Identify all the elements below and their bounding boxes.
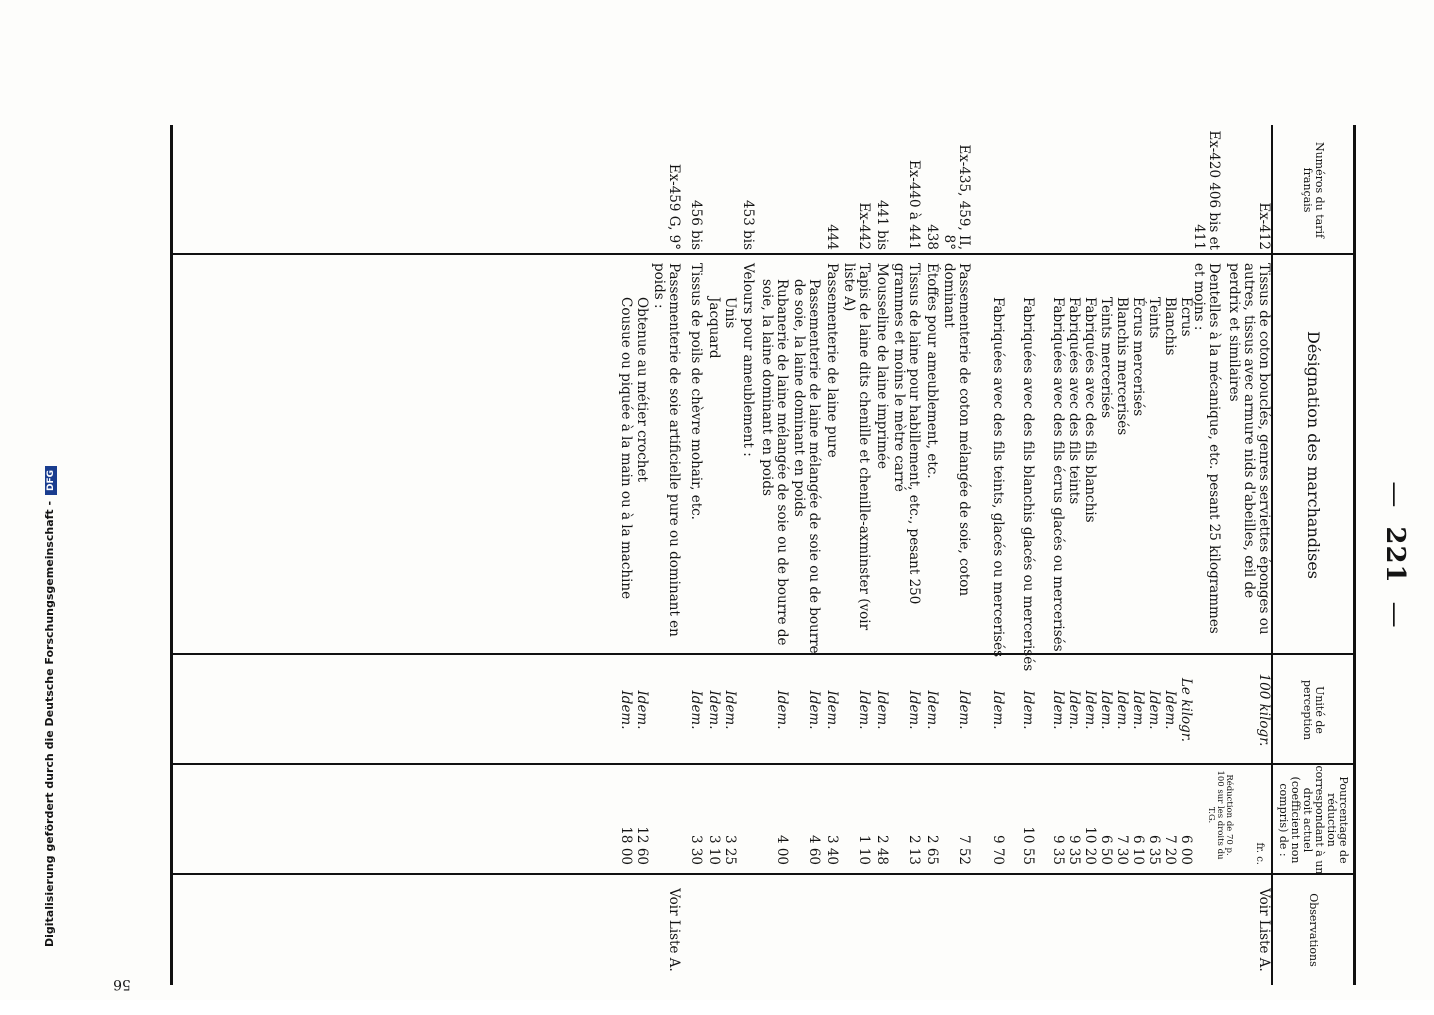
rate-value: 2 48 bbox=[874, 834, 890, 865]
designation-text: Passementerie de coton mélangée de soie, coton dominant bbox=[941, 263, 972, 597]
digitization-text: Digitalisierung gefördert durch die Deutsche Forschungsgemeinschaft - bbox=[43, 500, 56, 947]
rate-value: 1 10 bbox=[856, 834, 872, 865]
designation-text: Tapis de laine dits chenille et chenille-axminster (voir liste A) bbox=[841, 263, 872, 631]
unit-text: Idem. bbox=[924, 690, 940, 730]
unit-text: Idem. bbox=[1146, 690, 1162, 730]
designation-text: Fabriquées avec des fils blanchis bbox=[1082, 297, 1098, 523]
rate-value: 3 40 bbox=[824, 834, 840, 865]
rate-value: 7 52 bbox=[956, 834, 972, 865]
designation-text: Passementerie de laine pure bbox=[824, 263, 840, 458]
unit-text: Idem. bbox=[1098, 690, 1114, 730]
page-number-text: 221 bbox=[1380, 526, 1410, 584]
rate-value: 6 35 bbox=[1146, 834, 1162, 865]
rate-value: 4 60 bbox=[806, 834, 822, 865]
rate-value: 6 50 bbox=[1098, 834, 1114, 865]
designation-text: Fabriquées avec des fils blanchis glacés ou mercerisés bbox=[1020, 297, 1036, 672]
designation-text: Fabriquées avec des fils écrus glacés ou mercerisés bbox=[1050, 297, 1066, 652]
rate-value: 3 25 bbox=[722, 834, 738, 865]
designation-text: Tissus de coton bouclés, genres serviettes éponges ou autres, tissus avec armure nids d'abeilles, œil de perdrix et similaires bbox=[1226, 263, 1272, 635]
unit-text: Idem. bbox=[774, 690, 790, 730]
observation-text: Voir Liste A. bbox=[1256, 888, 1272, 972]
unit-text: Idem. bbox=[990, 690, 1006, 730]
rotated-page bbox=[10, 95, 1430, 1015]
designation-text: Fabriquées avec des fils teints bbox=[1066, 297, 1082, 505]
unit-text: Idem. bbox=[1066, 690, 1082, 730]
tariff-number: 438 bbox=[924, 224, 940, 250]
tariff-number: 453 bis bbox=[740, 200, 756, 250]
unit-text: Idem. bbox=[824, 690, 840, 730]
page-number: —221— bbox=[1380, 481, 1410, 629]
designation-text: Passementerie de laine mélangée de soie ou de bourre de soie, la laine dominant en poids bbox=[791, 279, 822, 654]
designation-text: Écrus bbox=[1178, 297, 1194, 337]
tariff-number: 456 bis bbox=[688, 200, 704, 250]
rate-value: 18 00 bbox=[618, 826, 634, 865]
unit-text: Idem. bbox=[906, 690, 922, 730]
rate-value: 12 60 bbox=[634, 826, 650, 865]
designation-text: Étoffes pour ameublement, etc. bbox=[924, 263, 940, 479]
header-unite: Unité de perception bbox=[1301, 679, 1326, 741]
designation-text: Tissus de poils de chèvre mohair, etc. bbox=[688, 263, 704, 520]
tariff-number: Ex-440 à 441 bbox=[906, 160, 922, 250]
unit-text: Idem. bbox=[806, 690, 822, 730]
unit-text: Idem. bbox=[1050, 690, 1066, 730]
rate-value: 9 35 bbox=[1066, 834, 1082, 865]
tariff-number: 444 bbox=[824, 224, 840, 250]
table-header bbox=[1271, 125, 1353, 985]
rate-value: 7 30 bbox=[1114, 834, 1130, 865]
rate-value: 7 20 bbox=[1162, 834, 1178, 865]
unit-text: Idem. bbox=[874, 690, 890, 730]
unit-text: Idem. bbox=[956, 690, 972, 730]
designation-text: Passementerie de soie artificielle pure ou dominant en poids : bbox=[651, 263, 682, 637]
designation-text: Dentelles à la mécanique, etc. pesant 25 kilogrammes et moins : bbox=[1191, 263, 1222, 634]
unit-text: Idem. bbox=[634, 690, 650, 730]
unit-text: Idem. bbox=[1082, 690, 1098, 730]
designation-text: Blanchis mercerisés bbox=[1114, 297, 1130, 436]
currency-label: fr. c. bbox=[1254, 842, 1265, 865]
tariff-number: 441 bis bbox=[874, 200, 890, 250]
designation-text: Blanchis bbox=[1162, 297, 1178, 356]
rate-value: 3 30 bbox=[688, 834, 704, 865]
rate-value: 4 00 bbox=[774, 834, 790, 865]
header-designation: Désignation des marchandises bbox=[1304, 330, 1323, 579]
rate-value: 6 10 bbox=[1130, 834, 1146, 865]
designation-text: Teints mercerisés bbox=[1098, 297, 1114, 419]
designation-text: Fabriquées avec des fils teints, glacés ou mercerisés bbox=[990, 297, 1006, 658]
unit-text: Idem. bbox=[856, 690, 872, 730]
header-pourcentage: Pourcentage de réduction correspondant à un droit actuel (coefficient non compris) de : bbox=[1277, 765, 1350, 875]
unit-text: Idem. bbox=[706, 690, 722, 730]
designation-text: Obtenue au métier crochet bbox=[634, 297, 650, 482]
unit-text: Le kilogr. bbox=[1178, 677, 1194, 743]
tariff-table bbox=[170, 125, 1356, 985]
rate-value: 9 35 bbox=[1050, 834, 1066, 865]
rate-value: 3 10 bbox=[706, 834, 722, 865]
rate-value: 10 55 bbox=[1020, 826, 1036, 865]
tariff-number: Ex-412 bbox=[1256, 202, 1272, 250]
designation-text: Écrus mercerisés bbox=[1130, 297, 1146, 417]
designation-text: Velours pour ameublement : bbox=[740, 263, 756, 457]
unit-text: Idem. bbox=[618, 690, 634, 730]
designation-text: Rubanerie de laine mélangée de soie ou de bourre de soie, la laine dominant en poids bbox=[759, 279, 790, 646]
header-numero: Numéros du tarif français bbox=[1301, 141, 1326, 239]
tariff-number: Ex-459 G, 9° bbox=[666, 163, 682, 250]
unit-text: Idem. bbox=[1130, 690, 1146, 730]
column-observations bbox=[173, 875, 1353, 985]
tariff-number: Ex-420 406 bis et 411 bbox=[1191, 130, 1222, 250]
folio-number: 56 bbox=[113, 975, 131, 992]
unit-text: Idem. bbox=[722, 690, 738, 730]
designation-text: Tissus de laine pour habillement, etc., pesant 250 grammes et moins le mètre carré bbox=[891, 263, 922, 605]
tariff-number: Ex-435, 459, II, 8° bbox=[941, 144, 972, 250]
unit-text: Idem. bbox=[1020, 690, 1036, 730]
designation-text: Mousseline de laine imprimée bbox=[874, 263, 890, 469]
rate-value: 6 00 bbox=[1178, 834, 1194, 865]
unit-text: 100 kilogr. bbox=[1256, 673, 1272, 747]
unit-text: Idem. bbox=[688, 690, 704, 730]
tariff-number: Ex-442 bbox=[856, 202, 872, 250]
rate-value: 10 20 bbox=[1082, 826, 1098, 865]
rate-value: 2 13 bbox=[906, 834, 922, 865]
unit-text: Idem. bbox=[1114, 690, 1130, 730]
unit-text: Idem. bbox=[1162, 690, 1178, 730]
designation-text: Teints bbox=[1146, 297, 1162, 339]
designation-text: Unis bbox=[722, 297, 738, 329]
rate-value: 9 70 bbox=[990, 834, 1006, 865]
column-numero bbox=[173, 125, 1353, 255]
header-observations: Observations bbox=[1307, 893, 1320, 967]
dfg-logo: DFG bbox=[45, 466, 57, 495]
designation-text: Cousue ou piquée à la main ou à la machine bbox=[618, 297, 634, 600]
designation-text: Jacquard bbox=[706, 297, 722, 359]
observation-text: Voir Liste A. bbox=[666, 888, 682, 972]
reduction-note: Réduction de 70 p. 100 sur les droits du T.G. bbox=[1206, 770, 1234, 860]
rate-value: 2 65 bbox=[924, 834, 940, 865]
